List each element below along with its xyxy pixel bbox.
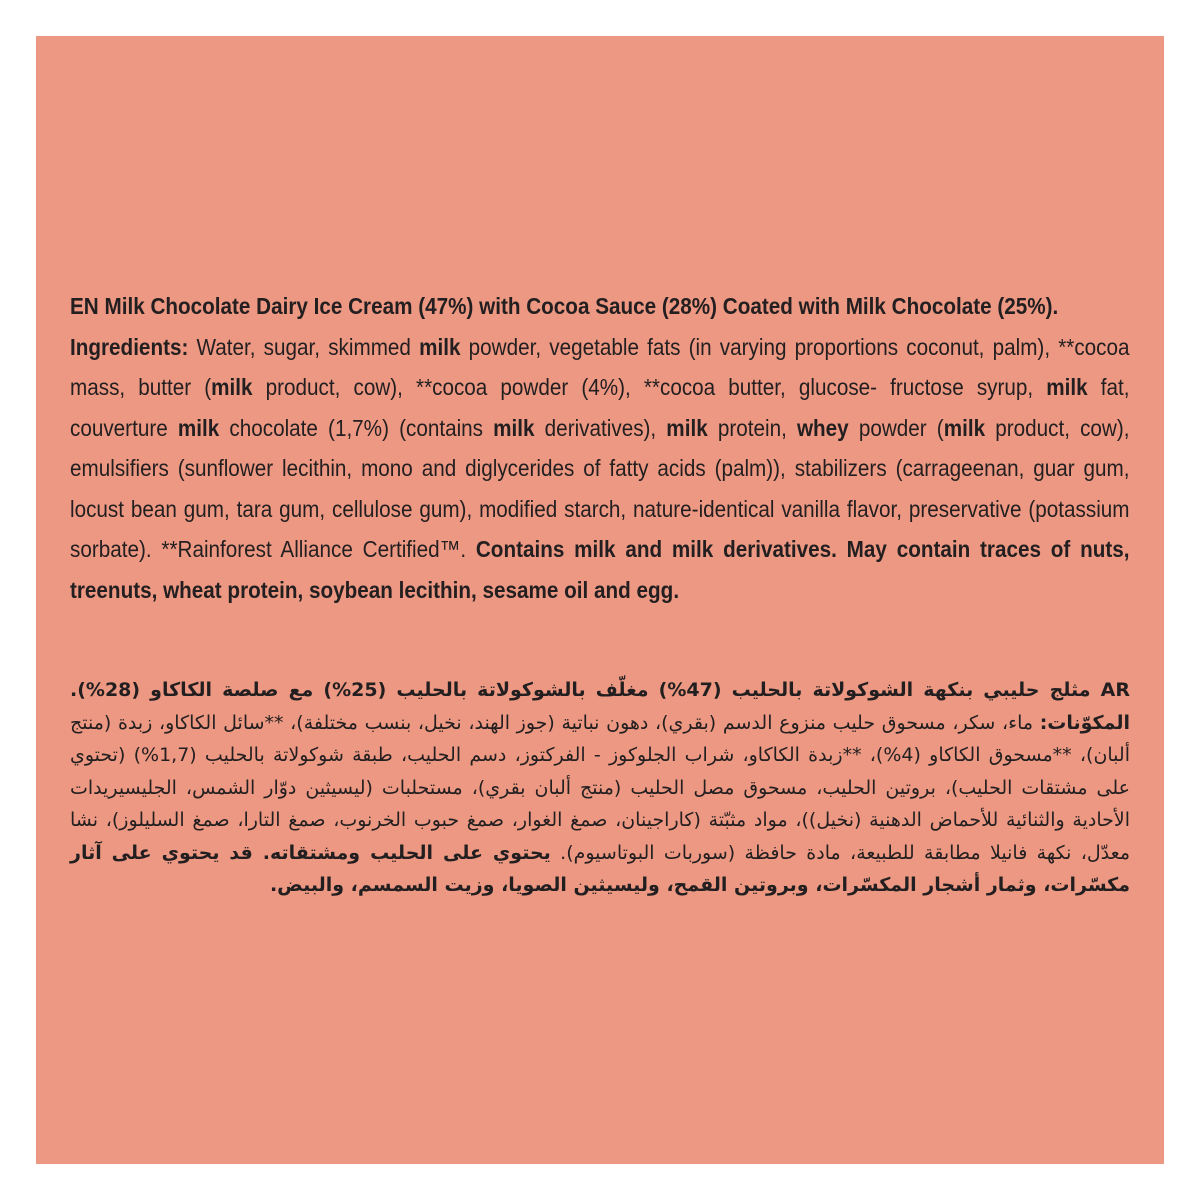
english-text-segment: milk bbox=[666, 414, 708, 441]
english-text-segment: whey bbox=[796, 414, 849, 441]
arabic-text-segment: يحتوي على الحليب ومشتقاته. قد يحتوي على آثار مكسّرات، وثمار أشجار المكسّرات، وبروتين القمح، وليسيثين الصويا، وزيت السمسم، والبيض. bbox=[70, 841, 1130, 896]
english-title: EN Milk Chocolate Dairy Ice Cream (47%) with Cocoa Sauce (28%) Coated with Milk Chocolate (25%). bbox=[70, 293, 1059, 319]
english-text-segment: milk bbox=[1046, 374, 1088, 400]
label-panel bbox=[36, 36, 1164, 1164]
arabic-ingredients-block bbox=[70, 674, 1130, 902]
english-text-segment: protein, bbox=[707, 414, 797, 441]
ingredients-label: Ingredients: bbox=[70, 333, 189, 360]
english-text-segment: powder, vegetable fats (in varying proportions coconut, palm), **cocoa mass, butter ( bbox=[70, 333, 1130, 400]
english-text-segment: milk bbox=[943, 414, 986, 441]
english-text-segment: product, cow), **cocoa powder (4%), **cocoa butter, glucose- fructose syrup, bbox=[252, 374, 1047, 400]
english-text-segment: derivatives), bbox=[534, 414, 667, 441]
arabic-text-segment: ماء، سكر، مسحوق حليب منزوع الدسم (بقري)، دهون نباتية (جوز الهند، نخيل، بنسب مختلفة)، **سائل الكاكاو، زبدة (منتج ألبان)، **مسحوق الكاكاو (4%)، **زبدة الكاكاو، شراب الجلوكوز - الفركتوز، دسم الحليب، طبقة شوكولاتة بالحليب (1,7%) (تحتوي على مشتقات الحليب)، بروتين الحليب، مسحوق مصل الحليب (منتج ألبان بقري)، مستحلبات (ليسيثين دوّار الشمس، الجليسيريدات الأحادية والثنائية للأحماض الدهنية (نخيل))، مواد مثبّتة (كاراجينان، صمغ الغوار، صمغ حبوب الخرنوب، صمغ التارا، صمغ السليلوز)، نشا معدّل، نكهة فانيلا مطابقة للطبيعة، مادة حافظة (سوربات البوتاسيوم). bbox=[70, 711, 1130, 864]
english-ingredients-block bbox=[70, 286, 1130, 610]
english-text-segment: milk bbox=[177, 414, 220, 441]
english-text-segment: chocolate (1,7%) (contains bbox=[219, 414, 494, 441]
english-text-segment: milk bbox=[419, 333, 461, 360]
english-text-segment: milk bbox=[211, 374, 253, 400]
english-text-segment: powder ( bbox=[848, 414, 944, 441]
english-text-segment: milk bbox=[493, 414, 535, 441]
english-ingredients-text bbox=[70, 334, 1130, 603]
arabic-text-segment: AR مثلج حليبي بنكهة الشوكولاتة بالحليب (47%) مغلّف بالشوكولاتة بالحليب (25%) مع صلصة الكاكاو (28%). المكوّنات: bbox=[70, 679, 1130, 734]
english-text-segment: product, cow), emulsifiers (sunflower lecithin, mono and diglycerides of fatty acids (palm)), stabilizers (carrageenan, guar gum, locust bean gum, tara gum, cellulose gum), modified starch, nature-identical vanilla flavor, preservative (potassium sorbate). **Rainforest Alliance Certified™. bbox=[70, 414, 1130, 562]
english-text-segment: Contains milk and milk derivatives. May contain traces of nuts, treenuts, wheat protein, soybean lecithin, sesame oil and egg. bbox=[70, 536, 1130, 603]
english-text-segment: fat, couverture bbox=[70, 374, 1130, 441]
english-text-segment: Water, sugar, skimmed bbox=[188, 333, 420, 360]
